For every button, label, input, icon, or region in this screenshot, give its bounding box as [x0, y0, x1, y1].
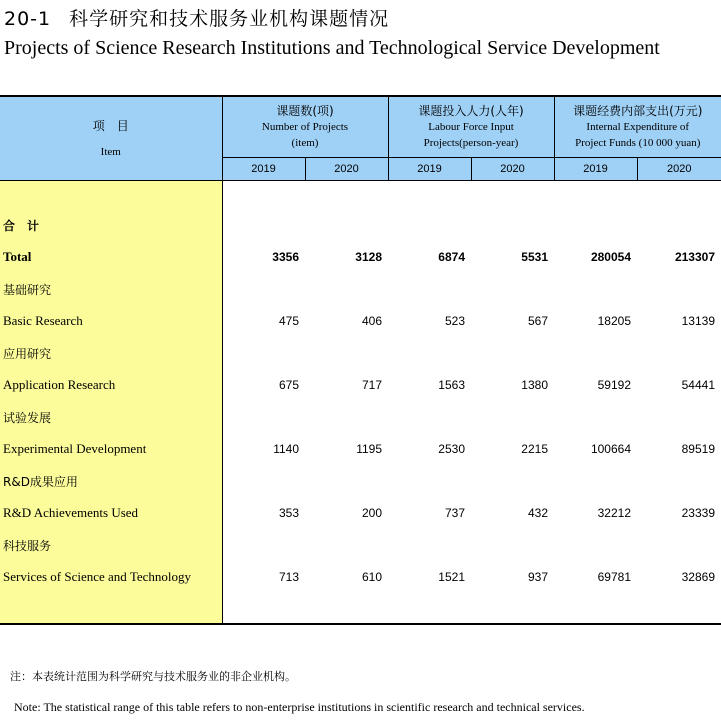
- value-cell: 54441: [681, 378, 715, 392]
- table-row: [0, 433, 721, 465]
- group-header-unit: Project Funds (10 000 yuan): [575, 137, 701, 149]
- value-cell: 2215: [521, 442, 548, 456]
- value-cell: 18205: [597, 314, 631, 328]
- table-title-en: Projects of Science Research Institutions and Technological Service Development: [4, 37, 660, 59]
- value-cell: 1521: [438, 570, 465, 584]
- value-cell: 213307: [674, 250, 715, 264]
- group-header-cn: 课题经费内部支出(万元): [573, 104, 703, 118]
- year-header: 2019: [388, 158, 471, 181]
- year-header: 2020: [637, 158, 721, 181]
- value-cell: 937: [527, 570, 548, 584]
- value-cell: 523: [444, 314, 465, 328]
- table-row-label-cn: [0, 529, 721, 561]
- group-header-cn: 课题数(项): [276, 104, 334, 118]
- table-row-label-cn: [0, 465, 721, 497]
- row-label-en: Services of Science and Technology: [0, 561, 222, 593]
- table-row: [0, 369, 721, 401]
- value-cell: 32869: [681, 570, 715, 584]
- value-cell: 3356: [272, 250, 299, 264]
- value-cell: 1140: [273, 442, 299, 456]
- value-cell: 2530: [438, 442, 465, 456]
- table-title-cn: [4, 4, 389, 31]
- table-number: 20-1: [4, 8, 52, 30]
- value-cell: 69781: [597, 570, 631, 584]
- group-header-cn: 课题投入人力(人年): [418, 104, 524, 118]
- year-header: 2020: [305, 158, 388, 181]
- note-cn: 注：本表统计范围为科学研究与技术服务业的非企业机构。: [10, 670, 296, 683]
- value-cell: 737: [444, 506, 465, 520]
- statistics-table: [0, 95, 721, 625]
- group-header-unit: (item): [291, 137, 319, 149]
- value-cell: 1195: [356, 442, 382, 456]
- year-header: 2020: [471, 158, 554, 181]
- item-header-cn: 项 目: [92, 118, 129, 133]
- group-header-labour: [388, 96, 554, 158]
- group-header-en: Number of Projects: [261, 121, 349, 133]
- row-label-cn: 试验发展: [0, 401, 222, 433]
- value-cell: 32212: [597, 506, 631, 520]
- table-row: [0, 561, 721, 593]
- value-cell: 89519: [681, 442, 715, 456]
- table-row-label-cn: [0, 401, 721, 433]
- value-cell: 1380: [521, 378, 548, 392]
- row-label-cn: 合 计: [0, 209, 222, 241]
- row-label-en: Experimental Development: [0, 433, 222, 465]
- table-row: [0, 497, 721, 529]
- table-row: [0, 305, 721, 337]
- value-cell: 13139: [681, 314, 715, 328]
- value-cell: 59192: [597, 378, 631, 392]
- value-cell: 432: [527, 506, 548, 520]
- value-cell: 200: [361, 506, 382, 520]
- table-row-label-cn: [0, 273, 721, 305]
- row-label-en: Basic Research: [0, 305, 222, 337]
- year-header: 2019: [222, 158, 305, 181]
- value-cell: 475: [278, 314, 299, 328]
- value-cell: 717: [361, 378, 382, 392]
- item-header-en: Item: [100, 145, 121, 158]
- value-cell: 567: [527, 314, 548, 328]
- value-cell: 23339: [681, 506, 715, 520]
- value-cell: 610: [361, 570, 382, 584]
- value-cell: 406: [361, 314, 382, 328]
- value-cell: 5531: [521, 250, 548, 264]
- row-label-cn: 应用研究: [0, 337, 222, 369]
- row-label-en: R&D Achievements Used: [0, 497, 222, 529]
- row-label-en: Total: [0, 241, 222, 273]
- table-row-label-cn: [0, 337, 721, 369]
- value-cell: 100664: [590, 442, 631, 456]
- item-header: [0, 96, 222, 181]
- note-en: Note: The statistical range of this table refers to non-enterprise institutions in scientific research and technical services.: [14, 700, 585, 714]
- spacer-cell: [0, 593, 222, 624]
- table-body: [0, 181, 721, 625]
- table-row-label-cn: [0, 209, 721, 241]
- value-cell: 280054: [590, 250, 631, 264]
- value-cell: 3128: [355, 250, 382, 264]
- row-label-cn: 基础研究: [0, 273, 222, 305]
- group-header-en: Labour Force Input: [428, 121, 514, 133]
- row-label-cn: 科技服务: [0, 529, 222, 561]
- group-header-expenditure: [554, 96, 721, 158]
- row-label-cn: R&D成果应用: [0, 465, 222, 497]
- value-cell: 713: [278, 570, 299, 584]
- group-header-en: Internal Expenditure of: [586, 121, 690, 133]
- row-label-en: Application Research: [0, 369, 222, 401]
- spacer-cell: [0, 181, 222, 210]
- group-header-unit: Projects(person-year): [423, 137, 519, 149]
- year-header: 2019: [554, 158, 637, 181]
- value-cell: 353: [278, 506, 299, 520]
- table-title-cn-text: 科学研究和技术服务业机构课题情况: [69, 8, 390, 30]
- value-cell: 1563: [438, 378, 465, 392]
- table-row: [0, 241, 721, 273]
- value-cell: 675: [278, 378, 299, 392]
- group-header-projects: [222, 96, 388, 158]
- value-cell: 6874: [438, 250, 465, 264]
